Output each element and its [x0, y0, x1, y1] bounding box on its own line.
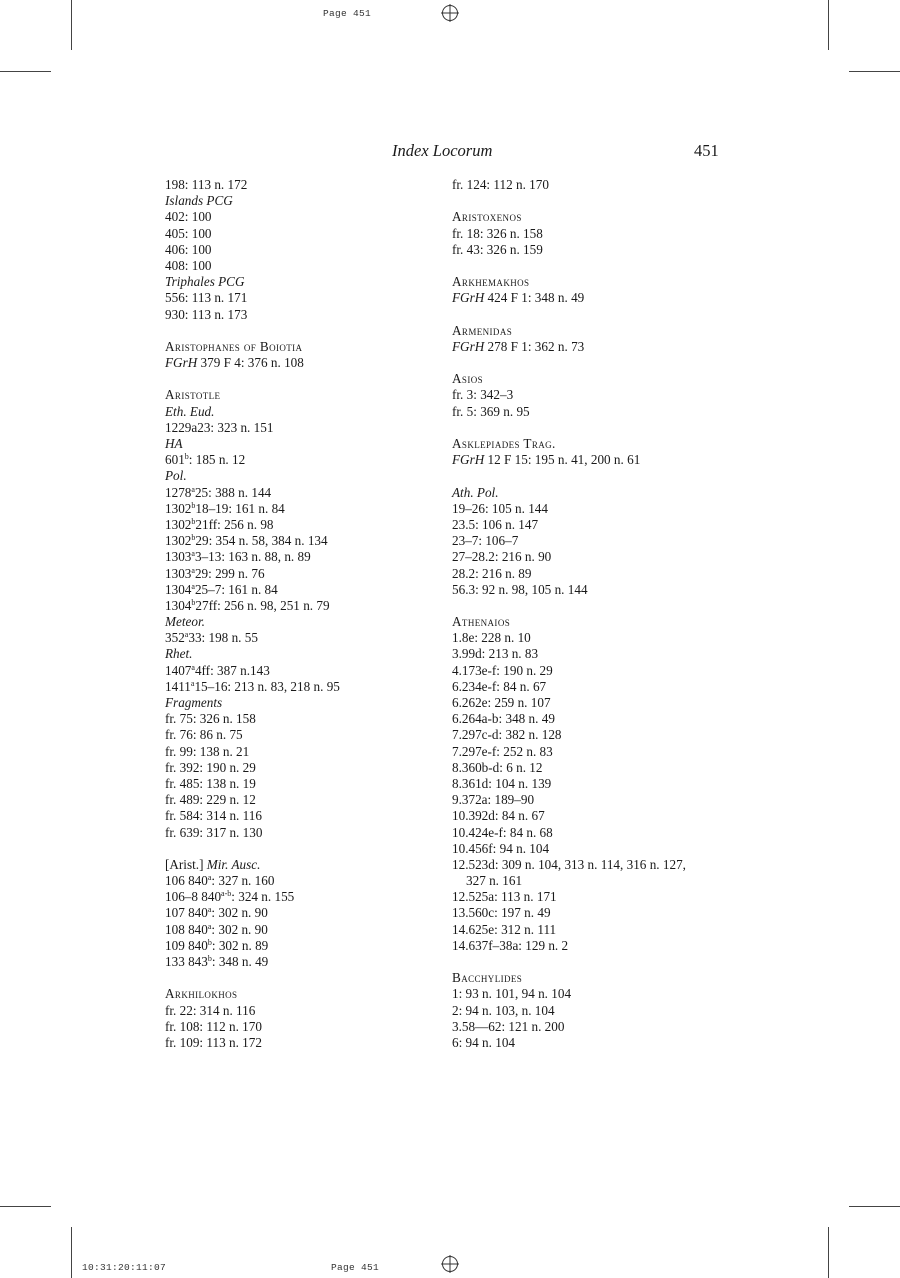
entry-text: 1411: [165, 678, 191, 694]
index-entry: [452, 695, 732, 711]
index-entry: [165, 792, 435, 808]
entry-text: Athenaios: [452, 614, 511, 630]
index-entry: [452, 727, 732, 743]
entry-spacer: [452, 598, 732, 614]
index-subheading: [165, 614, 435, 630]
index-entry: [452, 533, 732, 549]
entry-text: 12.525a: 113 n. 171: [452, 889, 557, 905]
index-heading: [452, 970, 732, 986]
entry-text: 1304: [165, 581, 192, 597]
index-entry: [165, 290, 435, 306]
entry-text: 3.99d: 213 n. 83: [452, 646, 539, 662]
entry-text: 424 F 1: 348 n. 49: [484, 290, 585, 306]
entry-text-after: 18–19: 161 n. 84: [195, 500, 285, 516]
index-entry: [165, 452, 435, 468]
entry-text: fr. 75: 326 n. 158: [165, 711, 256, 727]
entry-text: Meteor.: [165, 614, 205, 630]
index-heading: [165, 387, 435, 403]
index-entry: [452, 646, 732, 662]
entry-superscript: b: [191, 500, 196, 510]
index-entry: [165, 954, 435, 970]
index-entry-continuation: [452, 873, 732, 889]
entry-text: Islands PCG: [165, 193, 233, 209]
entry-text: Aristophanes of Boiotia: [165, 338, 303, 354]
entry-text: 12.523d: 309 n. 104, 313 n. 114, 316 n. 127,: [452, 856, 686, 872]
index-entry: [165, 485, 435, 501]
index-entry: [165, 679, 435, 695]
entry-superscript: a: [184, 630, 189, 640]
entry-text: 27–28.2: 216 n. 90: [452, 549, 552, 565]
index-entry: [452, 566, 732, 582]
entry-text: Asklepiades Trag.: [452, 436, 556, 451]
index-entry: [165, 307, 435, 323]
index-entry: [165, 938, 435, 954]
entry-superscript: b: [207, 954, 212, 963]
entry-text: 1229a23: 323 n. 151: [165, 419, 274, 435]
entry-superscript: a: [191, 662, 195, 672]
entry-source-italic: FGrH: [452, 452, 485, 468]
index-entry: [452, 501, 732, 517]
index-entry: [165, 889, 435, 905]
entry-text-after: 21ff: 256 n. 98: [195, 516, 274, 532]
index-entry: [452, 938, 732, 954]
index-heading: [452, 371, 732, 387]
crop-mark-top-right-horizontal: [849, 71, 900, 72]
running-head: [0, 141, 900, 163]
index-entry: [452, 290, 732, 306]
entry-text: Aristoxenos: [452, 209, 522, 225]
registration-mark-top-icon: [441, 4, 459, 22]
entry-text: 106–8 840: [165, 889, 222, 905]
index-heading: [452, 323, 732, 339]
entry-text: 1303: [165, 565, 192, 581]
entry-text: 1.8e: 228 n. 10: [452, 630, 531, 646]
index-entry: [165, 663, 435, 679]
index-entry: [165, 760, 435, 776]
entry-superscript: a: [191, 484, 195, 494]
index-entry: [452, 1035, 732, 1051]
index-entry: [165, 549, 435, 565]
index-entry: [165, 630, 435, 646]
entry-text: fr. 99: 138 n. 21: [165, 743, 250, 759]
entry-text-after: 15–16: 213 n. 83, 218 n. 95: [194, 678, 340, 694]
entry-text: 10.392d: 84 n. 67: [452, 808, 545, 824]
entry-text: 4.173e-f: 190 n. 29: [452, 662, 553, 678]
entry-text: 9.372a: 189–90: [452, 792, 535, 808]
entry-text-after: 4ff: 387 n.143: [194, 662, 270, 678]
entry-text: 1: 93 n. 101, 94 n. 104: [452, 986, 572, 1002]
entry-superscript: a-b: [221, 889, 232, 899]
entry-text: Triphales PCG: [165, 274, 245, 290]
entry-title-italic: Mir. Ausc.: [206, 856, 261, 872]
entry-text: fr. 108: 112 n. 170: [165, 1018, 262, 1034]
crop-mark-bottom-left-horizontal: [0, 1206, 51, 1207]
index-heading: [452, 209, 732, 225]
index-entry: [452, 760, 732, 776]
entry-text: HA: [165, 436, 183, 451]
index-heading: [452, 614, 732, 630]
entry-spacer: [165, 371, 435, 387]
entry-text: fr. 18: 326 n. 158: [452, 225, 543, 241]
entry-text: fr. 43: 326 n. 159: [452, 241, 543, 257]
entry-superscript: a: [191, 565, 195, 575]
index-entry: [452, 387, 732, 403]
index-subheading: [165, 695, 435, 711]
entry-text: 6: 94 n. 104: [452, 1034, 516, 1050]
entry-text-after: 29: 299 n. 76: [194, 565, 265, 581]
index-entry: [165, 598, 435, 614]
crop-mark-bottom-left-vertical: [71, 1227, 72, 1278]
index-entry: [452, 663, 732, 679]
entry-spacer: [452, 954, 732, 970]
entry-text: 405: 100: [165, 225, 212, 241]
index-entry: [165, 242, 435, 258]
index-entry: [452, 857, 732, 873]
index-entry: [165, 566, 435, 582]
entry-text: Asios: [452, 371, 484, 387]
entry-text: 1302: [165, 516, 192, 532]
entry-spacer: [452, 193, 732, 209]
entry-text: 198: 113 n. 172: [165, 177, 248, 192]
entry-text: 13.560c: 197 n. 49: [452, 905, 551, 921]
entry-text: fr. 124: 112 n. 170: [452, 177, 549, 192]
entry-text: 1278: [165, 484, 192, 500]
entry-text-after: 25: 388 n. 144: [194, 484, 272, 500]
index-entry: [452, 825, 732, 841]
index-entry: [452, 792, 732, 808]
entry-text: [Arist.]: [165, 856, 207, 872]
entry-text: Arkhilokhos: [165, 986, 238, 1002]
entry-text-after: 33: 198 n. 55: [188, 630, 258, 646]
entry-text-after: : 302 n. 90: [211, 921, 268, 937]
entry-text: 278 F 1: 362 n. 73: [484, 338, 585, 354]
index-entry: [452, 1019, 732, 1035]
running-head-title: Index Locorum: [392, 141, 493, 160]
index-entry: [452, 242, 732, 258]
entry-spacer: [165, 323, 435, 339]
index-entry: [452, 339, 732, 355]
entry-text: 2: 94 n. 103, n. 104: [452, 1002, 555, 1018]
index-entry: [165, 744, 435, 760]
entry-text: Fragments: [165, 695, 223, 710]
index-entry: [165, 209, 435, 225]
index-entry: [165, 857, 435, 873]
entry-text: fr. 76: 86 n. 75: [165, 727, 243, 743]
index-subheading: [452, 485, 732, 501]
entry-text-after: : 327 n. 160: [211, 873, 275, 889]
entry-text: 327 n. 161: [466, 873, 523, 889]
entry-superscript: b: [191, 516, 196, 526]
index-entry: [165, 177, 435, 193]
entry-spacer: [165, 841, 435, 857]
index-entry: [452, 452, 732, 468]
index-heading: [452, 436, 732, 452]
index-entry: [165, 776, 435, 792]
entry-text-after: 25–7: 161 n. 84: [194, 581, 278, 597]
entry-text-after: 3–13: 163 n. 88, n. 89: [194, 549, 311, 565]
index-entry: [165, 922, 435, 938]
entry-text-after: : 348 n. 49: [211, 954, 269, 969]
index-entry: [452, 404, 732, 420]
index-entry: [452, 808, 732, 824]
entry-text: 1302: [165, 500, 192, 516]
entry-text: fr. 5: 369 n. 95: [452, 403, 530, 419]
entry-superscript: a: [190, 678, 195, 688]
index-entry: [452, 922, 732, 938]
index-heading: [165, 339, 435, 355]
entry-text-after: : 324 n. 155: [231, 889, 295, 905]
index-entry: [165, 711, 435, 727]
top-page-slug: Page 451: [323, 8, 372, 19]
entry-superscript: a: [207, 873, 212, 883]
crop-mark-top-left-horizontal: [0, 71, 51, 72]
index-entry: [452, 630, 732, 646]
entry-text: Bacchylides: [452, 970, 523, 986]
index-entry: [452, 517, 732, 533]
entry-spacer: [452, 420, 732, 436]
entry-spacer: [452, 307, 732, 323]
index-entry: [165, 517, 435, 533]
entry-text: Pol.: [165, 468, 187, 484]
entry-source-italic: FGrH: [165, 355, 198, 371]
entry-text: 8.361d: 104 n. 139: [452, 775, 552, 791]
entry-text: fr. 489: 229 n. 12: [165, 792, 256, 808]
index-entry: [165, 355, 435, 371]
index-subheading: [165, 436, 435, 452]
bottom-page-slug: Page 451: [331, 1262, 380, 1273]
entry-superscript: b: [184, 452, 189, 462]
entry-text: fr. 485: 138 n. 19: [165, 775, 256, 791]
index-entry: [452, 986, 732, 1002]
crop-mark-top-left-vertical: [71, 0, 72, 50]
entry-text: 556: 113 n. 171: [165, 290, 248, 306]
entry-text: Armenidas: [452, 322, 513, 338]
entry-text-after: 27ff: 256 n. 98, 251 n. 79: [195, 597, 330, 613]
entry-text-after: : 185 n. 12: [188, 452, 246, 468]
entry-text: 56.3: 92 n. 98, 105 n. 144: [452, 581, 588, 597]
entry-text: Arkhemakhos: [452, 274, 530, 290]
entry-text: 1303: [165, 549, 192, 565]
entry-text: 7.297c-d: 382 n. 128: [452, 727, 562, 743]
index-column-right: [452, 177, 732, 1051]
entry-text-after: : 302 n. 90: [211, 905, 268, 921]
entry-text: Aristotle: [165, 387, 221, 403]
entry-text: fr. 3: 342–3: [452, 387, 514, 403]
page-number: 451: [694, 141, 719, 160]
entry-text: 8.360b-d: 6 n. 12: [452, 759, 543, 775]
index-entry: [452, 226, 732, 242]
entry-text: Eth. Eud.: [165, 403, 215, 419]
index-subheading: [165, 193, 435, 209]
index-entry: [165, 905, 435, 921]
entry-text: 12 F 15: 195 n. 41, 200 n. 61: [484, 452, 641, 468]
entry-text: 28.2: 216 n. 89: [452, 565, 532, 581]
index-entry: [165, 258, 435, 274]
index-entry: [452, 177, 732, 193]
entry-text: 23–7: 106–7: [452, 533, 519, 549]
index-entry: [165, 226, 435, 242]
entry-text: 106 840: [165, 873, 208, 889]
entry-superscript: b: [207, 937, 212, 947]
index-subheading: [165, 646, 435, 662]
entry-source-italic: FGrH: [452, 290, 485, 306]
entry-spacer: [452, 468, 732, 484]
entry-text: 14.637f–38a: 129 n. 2: [452, 937, 569, 953]
entry-text: 930: 113 n. 173: [165, 306, 248, 322]
entry-superscript: b: [191, 597, 196, 607]
entry-text: 10.456f: 94 n. 104: [452, 840, 550, 856]
entry-text: 107 840: [165, 905, 208, 921]
entry-spacer: [165, 970, 435, 986]
entry-text: fr. 639: 317 n. 130: [165, 824, 263, 840]
index-entry: [452, 776, 732, 792]
crop-mark-top-right-vertical: [828, 0, 829, 50]
entry-text: 406: 100: [165, 241, 212, 257]
entry-text: 7.297e-f: 252 n. 83: [452, 743, 553, 759]
index-heading: [452, 274, 732, 290]
index-entry: [452, 549, 732, 565]
entry-source-italic: FGrH: [452, 338, 485, 354]
entry-text: 379 F 4: 376 n. 108: [197, 355, 304, 371]
entry-spacer: [452, 258, 732, 274]
crop-mark-bottom-right-vertical: [828, 1227, 829, 1278]
entry-superscript: a: [207, 905, 212, 915]
entry-superscript: a: [191, 549, 195, 559]
entry-text: 6.262e: 259 n. 107: [452, 695, 551, 710]
entry-text: 6.264a-b: 348 n. 49: [452, 711, 555, 727]
index-entry: [452, 905, 732, 921]
entry-text: Ath. Pol.: [452, 484, 499, 500]
entry-text: 408: 100: [165, 257, 212, 273]
index-entry: [452, 1003, 732, 1019]
index-entry: [452, 889, 732, 905]
index-subheading: [165, 468, 435, 484]
entry-text: 108 840: [165, 921, 208, 937]
index-entry: [165, 873, 435, 889]
entry-text: 1304: [165, 597, 192, 613]
index-entry: [165, 825, 435, 841]
index-entry: [165, 420, 435, 436]
registration-mark-bottom-icon: [441, 1255, 459, 1273]
index-entry: [452, 679, 732, 695]
entry-superscript: a: [207, 921, 212, 931]
index-entry: [165, 1003, 435, 1019]
entry-text: 10.424e-f: 84 n. 68: [452, 824, 553, 840]
entry-text: 352: [165, 630, 185, 646]
index-entry: [165, 727, 435, 743]
index-entry: [165, 582, 435, 598]
entry-text: 601: [165, 452, 185, 468]
entry-text: 402: 100: [165, 209, 212, 225]
entry-text: fr. 109: 113 n. 172: [165, 1034, 262, 1050]
entry-text: 19–26: 105 n. 144: [452, 500, 548, 516]
index-entry: [165, 808, 435, 824]
index-entry: [452, 711, 732, 727]
entry-text: fr. 22: 314 n. 116: [165, 1002, 256, 1018]
index-column-left: [165, 177, 435, 1051]
index-entry: [452, 582, 732, 598]
entry-text: 109 840: [165, 937, 208, 953]
entry-text: 6.234e-f: 84 n. 67: [452, 678, 547, 694]
bottom-timestamp-slug: 10:31:20:11:07: [82, 1262, 167, 1273]
entry-text: fr. 584: 314 n. 116: [165, 808, 262, 824]
index-subheading: [165, 274, 435, 290]
entry-spacer: [452, 355, 732, 371]
crop-mark-bottom-right-horizontal: [849, 1206, 900, 1207]
entry-text: 1302: [165, 533, 192, 549]
index-entry: [452, 841, 732, 857]
entry-text-after: 29: 354 n. 58, 384 n. 134: [195, 533, 328, 549]
entry-text: 14.625e: 312 n. 111: [452, 921, 557, 937]
index-entry: [165, 1035, 435, 1051]
entry-text: Rhet.: [165, 646, 193, 662]
index-entry: [165, 501, 435, 517]
entry-text-after: : 302 n. 89: [211, 937, 269, 953]
index-entry: [452, 744, 732, 760]
entry-text: fr. 392: 190 n. 29: [165, 759, 256, 775]
entry-text: 3.58—62: 121 n. 200: [452, 1018, 565, 1034]
index-entry: [165, 533, 435, 549]
index-subheading: [165, 404, 435, 420]
index-entry: [165, 1019, 435, 1035]
entry-superscript: b: [191, 533, 196, 543]
entry-text: 23.5: 106 n. 147: [452, 516, 539, 532]
index-heading: [165, 986, 435, 1002]
entry-text: 1407: [165, 662, 192, 678]
entry-text: 133 843: [165, 954, 208, 969]
entry-superscript: a: [191, 581, 195, 591]
